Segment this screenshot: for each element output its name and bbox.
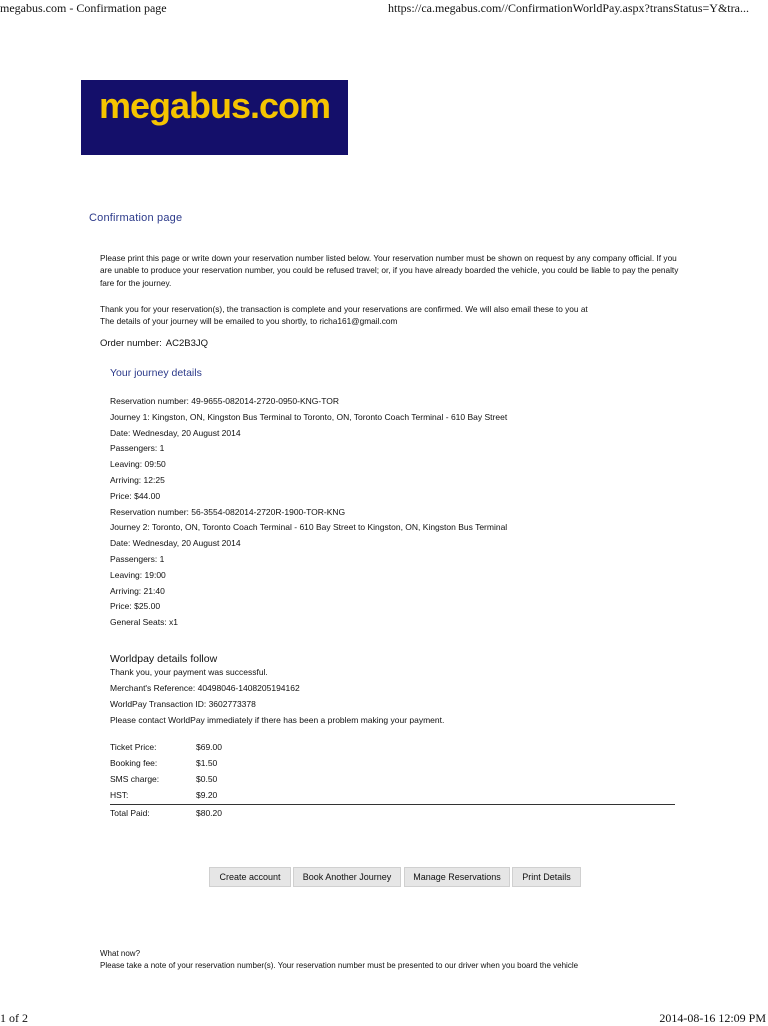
summary-value: $9.20 <box>196 790 218 800</box>
summary-row <box>110 739 310 755</box>
logo-text: megabus.com <box>98 85 331 126</box>
summary-value: $69.00 <box>196 742 222 752</box>
megabus-logo[interactable] <box>81 80 348 155</box>
create-account-button[interactable]: Create account <box>209 867 291 887</box>
journey-line: Journey 2: Toronto, ON, Toronto Coach Terminal - 610 Bay Street to Kingston, ON, Kingston Bus Terminal <box>110 522 508 533</box>
order-number-value: AC2B3JQ <box>165 338 209 349</box>
journey-line: Price: $25.00 <box>110 601 161 612</box>
journey-details-heading: Your journey details <box>110 367 202 379</box>
worldpay-heading: Worldpay details follow <box>110 653 218 665</box>
payment-summary <box>110 739 310 803</box>
order-number-label: Order number: <box>100 338 162 349</box>
total-divider <box>110 804 675 805</box>
summary-row <box>110 771 310 787</box>
journey-line: Journey 1: Kingston, ON, Kingston Bus Terminal to Toronto, ON, Toronto Coach Terminal - 610 Bay Street <box>110 411 508 422</box>
confirmation-line-1: Thank you for your reservation(s), the transaction is complete and your reservations are confirmed. We will also email these to you at <box>100 304 588 314</box>
summary-label: HST: <box>110 790 129 800</box>
print-timestamp: 2014-08-16 12:09 PM <box>659 1011 766 1025</box>
total-paid-value: $80.20 <box>196 808 222 818</box>
worldpay-line: Thank you, your payment was successful. <box>110 667 268 677</box>
worldpay-line: Merchant's Reference: 40498046-1408205194162 <box>110 683 300 693</box>
worldpay-line: WorldPay Transaction ID: 3602773378 <box>110 699 256 709</box>
order-number <box>100 338 208 349</box>
manage-reservations-button[interactable]: Manage Reservations <box>404 867 510 887</box>
print-header <box>0 1 768 17</box>
journey-details <box>110 394 670 631</box>
page-count: 1 of 2 <box>0 1011 28 1025</box>
confirmation-message <box>100 303 680 328</box>
worldpay-line: Please contact WorldPay immediately if there has been a problem making your payment. <box>110 715 445 725</box>
journey-line: Date: Wednesday, 20 August 2014 <box>110 427 241 438</box>
journey-line: Passengers: 1 <box>110 443 165 454</box>
summary-row <box>110 755 310 771</box>
print-url: https://ca.megabus.com//ConfirmationWorldPay.aspx?transStatus=Y&tra... <box>388 1 749 15</box>
page-title: Confirmation page <box>89 212 183 224</box>
journey-line: Reservation number: 49-9655-082014-2720-0950-KNG-TOR <box>110 396 339 406</box>
total-paid-row <box>110 808 310 822</box>
what-now-text: Please take a note of your reservation number(s). Your reservation number must be presented to our driver when you board the vehicle <box>100 960 579 970</box>
print-details-button[interactable]: Print Details <box>512 867 581 887</box>
summary-row <box>110 787 310 803</box>
journey-line: Arriving: 12:25 <box>110 474 165 485</box>
print-footer <box>0 1011 768 1025</box>
book-another-journey-button[interactable]: Book Another Journey <box>293 867 401 887</box>
summary-label: SMS charge: <box>110 774 160 784</box>
journey-line: Leaving: 19:00 <box>110 569 166 580</box>
journey-line: Arriving: 21:40 <box>110 585 165 596</box>
what-now-section <box>100 948 700 971</box>
what-now-title: What now? <box>100 949 141 958</box>
summary-label: Ticket Price: <box>110 742 157 752</box>
journey-line: Passengers: 1 <box>110 553 165 564</box>
intro-paragraph: Please print this page or write down your reservation number listed below. Your reservation number must be shown on request by any company official. If you are unable to produce your reservation number, you could be refused travel; or, if you have already boarded the vehicle, you could be liable to pay the penalty fare for the journey. <box>100 253 679 288</box>
journey-line: Reservation number: 56-3554-082014-2720R-1900-TOR-KNG <box>110 506 346 517</box>
confirmation-line-2: The details of your journey will be emailed to you shortly, to richa161@gmail.com <box>100 316 398 327</box>
print-page-title: megabus.com - Confirmation page <box>0 1 167 15</box>
journey-line: Date: Wednesday, 20 August 2014 <box>110 538 241 549</box>
total-paid-label: Total Paid: <box>110 808 150 818</box>
summary-label: Booking fee: <box>110 758 158 768</box>
journey-line: Leaving: 09:50 <box>110 459 166 470</box>
journey-line: Price: $44.00 <box>110 490 161 501</box>
journey-line: General Seats: x1 <box>110 617 179 628</box>
summary-value: $0.50 <box>196 774 218 784</box>
summary-value: $1.50 <box>196 758 218 768</box>
worldpay-details <box>110 664 670 728</box>
